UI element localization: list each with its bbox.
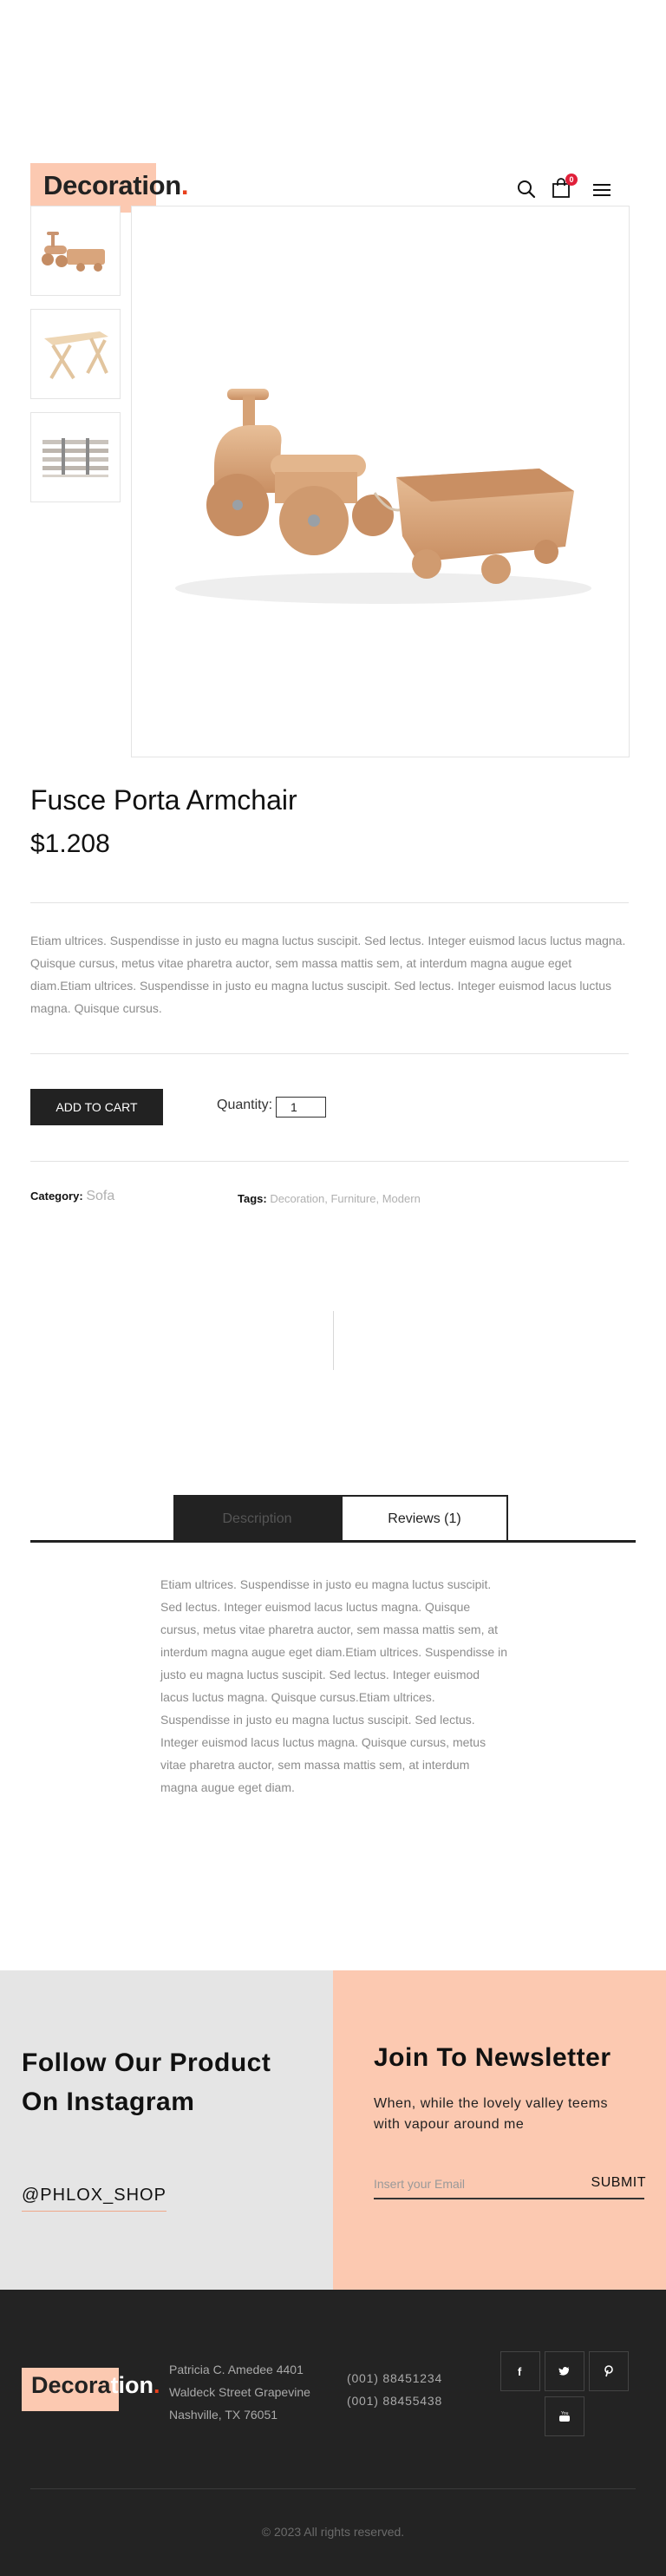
vertical-divider <box>333 1311 334 1370</box>
submit-button[interactable]: SUBMIT <box>581 2173 646 2193</box>
instagram-title: Follow Our Product On Instagram <box>22 2048 271 2116</box>
site-logo[interactable] <box>43 170 188 201</box>
email-underline <box>374 2198 644 2199</box>
category-label: Category: <box>30 1190 83 1203</box>
address-line: Nashville, TX 76051 <box>169 2408 278 2422</box>
logo-dot: . <box>180 170 189 200</box>
copyright: © 2023 All rights reserved. <box>261 2525 405 2539</box>
product-main-image[interactable] <box>131 206 630 757</box>
quantity-input[interactable] <box>276 1097 326 1118</box>
search-icon[interactable] <box>515 178 538 200</box>
divider <box>30 1161 629 1162</box>
tag-link[interactable]: Modern <box>382 1192 421 1205</box>
tag-link[interactable]: Furniture <box>330 1192 376 1205</box>
cart-count-badge: 0 <box>565 174 578 186</box>
thumbnail-wooden-table[interactable] <box>30 309 121 399</box>
youtube-icon[interactable] <box>545 2396 584 2436</box>
product-short-description: Etiam ultrices. Suspendisse in justo eu magna luctus suscipit. Sed lectus. Integer euismod lacus luctus magna. Quisque cursus, metus vitae pharetra auctor, sem massa mattis sem, at interdum magna augue eget diam.Etiam ultrices. Suspendisse in justo eu magna luctus suscipit. Sed lectus. Integer euismod lacus luctus magna. Quisque cursus. <box>30 934 626 1015</box>
svg-text:f: f <box>518 2365 522 2377</box>
footer-divider <box>30 2488 636 2489</box>
address-line: Waldeck Street Grapevine <box>169 2385 310 2399</box>
tag-separator: , <box>375 1192 382 1205</box>
phone-number[interactable]: (001) 88455438 <box>347 2394 443 2408</box>
quantity-label: Quantity: <box>217 1098 273 1112</box>
newsletter-title: Join To Newsletter <box>374 2043 611 2072</box>
svg-text:You: You <box>561 2411 569 2416</box>
product-category <box>30 1189 114 1204</box>
tab-description[interactable]: Description <box>173 1495 341 1543</box>
product-price: $1.208 <box>30 829 110 858</box>
phone-number[interactable]: (001) 88451234 <box>347 2371 443 2385</box>
facebook-icon[interactable] <box>500 2351 540 2391</box>
email-input[interactable] <box>374 2169 582 2199</box>
footer-logo-dot: . <box>153 2372 160 2398</box>
twitter-icon[interactable] <box>545 2351 584 2391</box>
instagram-section <box>0 1970 333 2290</box>
divider <box>30 1053 629 1054</box>
tab-reviews[interactable]: Reviews (1) <box>341 1495 508 1543</box>
tab-underline <box>30 1540 636 1543</box>
thumbnail-stacked-shelf[interactable] <box>30 412 121 502</box>
footer-phones <box>347 2367 442 2412</box>
tags-label: Tags: <box>238 1192 267 1205</box>
instagram-handle-link[interactable]: @PHLOX_SHOP <box>22 2186 166 2212</box>
newsletter-subtitle: When, while the lovely valley teems with vapour around me <box>374 2096 609 2132</box>
tab-description-content: Etiam ultrices. Suspendisse in justo eu magna luctus suscipit. Sed lectus. Integer euismod lacus luctus magna. Quisque cursus, metus vitae pharetra auctor, sem massa mattis sem, at interdum magna augue eget diam.Etiam ultrices. Suspendisse in justo eu magna luctus suscipit. Sed lectus. Integer euismod lacus luctus magna. Quisque cursus.Etiam ultrices. Suspendisse in justo eu magna luctus suscipit. Sed lectus. Integer euismod lacus luctus magna. Quisque cursus, metus vitae pharetra auctor, sem massa mattis sem, at interdum magna augue eget diam. <box>160 1577 507 1794</box>
footer-logo-text: Decora <box>31 2372 111 2398</box>
footer-logo-text-light: tion <box>110 2372 154 2398</box>
cart-icon[interactable] <box>550 177 572 200</box>
product-tags <box>238 1192 421 1205</box>
menu-icon[interactable] <box>591 179 613 201</box>
divider <box>30 902 629 903</box>
category-link[interactable]: Sofa <box>86 1189 115 1203</box>
thumbnail-ride-on-toy[interactable] <box>30 206 121 296</box>
address-line: Patricia C. Amedee 4401 <box>169 2363 304 2376</box>
pinterest-icon[interactable] <box>589 2351 629 2391</box>
add-to-cart-button[interactable]: ADD TO CART <box>30 1089 163 1125</box>
footer-address <box>169 2358 310 2426</box>
tag-separator: , <box>324 1192 331 1205</box>
logo-text: Decoration <box>43 170 181 200</box>
footer-logo[interactable] <box>31 2372 160 2399</box>
tag-link[interactable]: Decoration <box>270 1192 325 1205</box>
product-title: Fusce Porta Armchair <box>30 784 297 816</box>
